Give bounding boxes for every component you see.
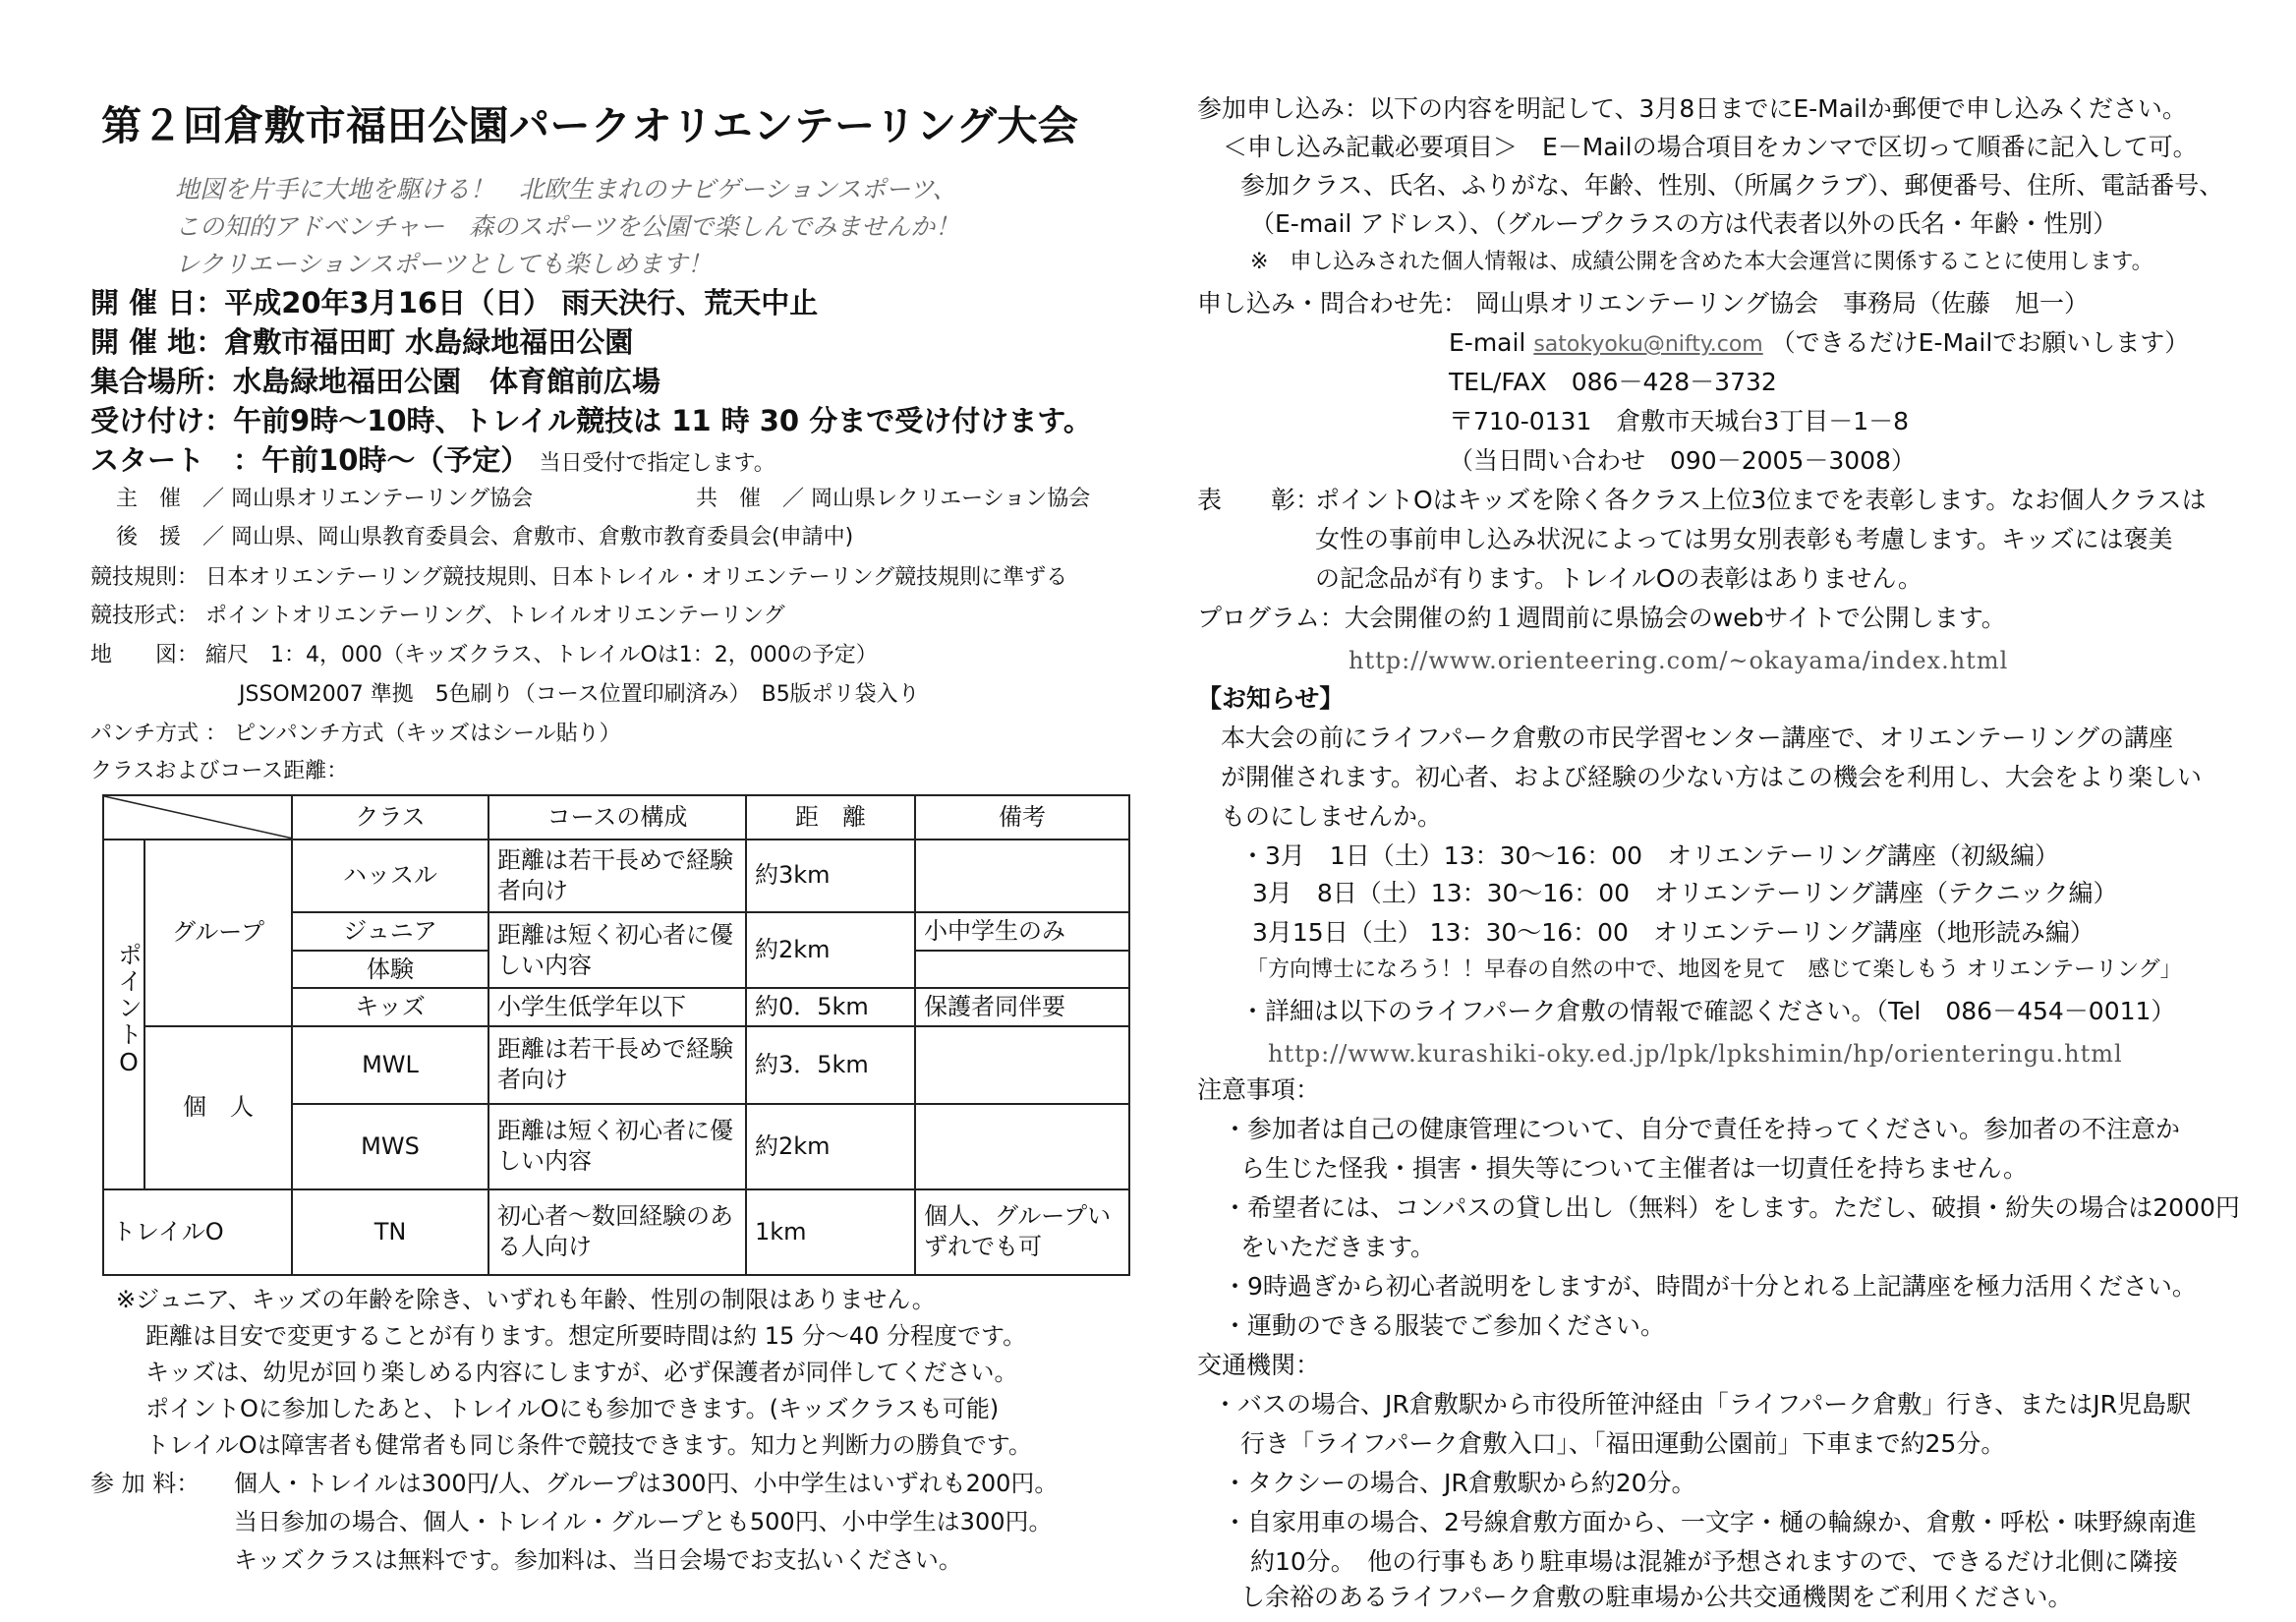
host-value: 岡山県オリエンテーリング協会 bbox=[231, 487, 534, 511]
map-row bbox=[90, 645, 878, 666]
course-cell: 距離は短く初心者に優しい内容 bbox=[488, 1104, 746, 1189]
rules-value: 日本オリエンテーリング競技規則、日本トレイル・オリエンテーリング競技規則に準ずる bbox=[205, 565, 1068, 590]
support-label: 後 援 ／ bbox=[116, 525, 225, 550]
distance-cell: 1km bbox=[746, 1189, 915, 1275]
class-cell: ジュニア bbox=[292, 912, 488, 950]
support-row bbox=[116, 527, 853, 549]
class-cell: キッズ bbox=[292, 988, 488, 1025]
cohost-label: 共 催 ／ bbox=[696, 487, 805, 511]
trail-o-cell: トレイルO bbox=[103, 1189, 292, 1275]
transport-heading: 交通機関： bbox=[1197, 1351, 1321, 1379]
point-o-cell bbox=[103, 840, 144, 1189]
note-cell: 保護者同伴要 bbox=[915, 988, 1129, 1025]
reception-row bbox=[90, 404, 1092, 437]
transport-line: ・自家用車の場合、2号線倉敷方面から、一文字・樋の輪線か、倉敷・呼松・味野線南進 bbox=[1223, 1508, 2197, 1536]
caution-line: ・参加者は自己の健康管理について、自分で責任を持ってください。参加者の不注意か bbox=[1223, 1115, 2181, 1143]
schedule-line: ・3月 1日（土）13：30～16：00 オリエンテーリング講座（初級編） bbox=[1240, 841, 2060, 870]
email-row bbox=[1449, 330, 2189, 356]
map-value-2: JSSOM2007 準拠 5色刷り（コース位置印刷済み） B5版ポリ袋入り bbox=[239, 682, 920, 707]
fee-label: 参 加 料： bbox=[90, 1470, 201, 1497]
diagonal-line bbox=[104, 796, 291, 839]
format-row bbox=[90, 606, 785, 627]
application-line: （E-mail アドレス）、（グループクラスの方は代表者以外の氏名・年齢・性別） bbox=[1250, 209, 2118, 238]
award-line: の記念品が有ります。トレイルOの表彰はありません。 bbox=[1315, 564, 1923, 593]
table-row bbox=[103, 840, 1129, 913]
notice-details: ・詳細は以下のライフパーク倉敷の情報で確認ください。（Tel 086－454－0011） bbox=[1240, 997, 2176, 1025]
venue-row bbox=[90, 325, 634, 359]
catchphrase-line: この知的アドベンチャー 森のスポーツを公園で楽しんでみませんか！ bbox=[175, 212, 960, 241]
note-cell bbox=[915, 1026, 1129, 1104]
distance-cell: 約2km bbox=[746, 1104, 915, 1189]
fee-line: キッズクラスは無料です。参加料は、当日会場でお支払いください。 bbox=[234, 1546, 962, 1574]
transport-line: ・バスの場合、JR倉敷駅から市役所笹沖経由「ライフパーク倉敷」行き、またはJR児島駅 bbox=[1213, 1390, 2191, 1419]
lifepark-url[interactable]: http://www.kurashiki-oky.ed.jp/lpk/lpkshimin/hp/orienteringu.html bbox=[1268, 1040, 2123, 1068]
individual-cell: 個 人 bbox=[144, 1026, 292, 1189]
venue-label: 開 催 地： bbox=[90, 325, 225, 359]
notice-line: 本大会の前にライフパーク倉敷の市民学習センター講座で、オリエンテーリングの講座 bbox=[1221, 724, 2174, 752]
note-cell bbox=[915, 1104, 1129, 1189]
award-line: ポイントOはキッズを除く各クラス上位3位までを表彰します。なお個人クラスは bbox=[1315, 486, 2207, 514]
map-label: 地 図： bbox=[90, 643, 200, 667]
note-cell: 小中学生のみ bbox=[915, 912, 1129, 950]
notice-slogan: 「方向博士になろう！！早春の自然の中で、地図を見て 感じて楽しもう オリエンテーリング」 bbox=[1246, 957, 2182, 982]
program-line: プログラム：大会開催の約１週間前に県協会のwebサイトで公開します。 bbox=[1197, 604, 2006, 632]
class-cell: MWL bbox=[292, 1026, 488, 1104]
reception-value: 午前9時～10時、トレイル競技は 11 時 30 分まで受け付けます。 bbox=[233, 404, 1092, 437]
course-cell: 小学生低学年以下 bbox=[488, 988, 746, 1025]
start-value: 午前10時～（予定） bbox=[261, 443, 530, 477]
note-cell: 個人、グループいずれでも可 bbox=[915, 1189, 1129, 1275]
start-row bbox=[90, 443, 775, 477]
punch-row bbox=[90, 724, 621, 745]
table-header-row bbox=[103, 795, 1129, 840]
class-cell: ハッスル bbox=[292, 840, 488, 913]
start-label: スタート ： bbox=[90, 443, 262, 477]
header-distance: 距 離 bbox=[746, 795, 915, 840]
note-line: キッズは、幼児が回り楽しめる内容にしますが、必ず保護者が同伴してください。 bbox=[145, 1359, 1018, 1386]
caution-line: ・9時過ぎから初心者説明をしますが、時間が十分とれる上記講座を極力活用ください。 bbox=[1223, 1272, 2197, 1301]
note-cell bbox=[915, 840, 1129, 913]
table-row bbox=[103, 1189, 1129, 1275]
notice-line: ものにしませんか。 bbox=[1221, 802, 1443, 831]
host-row bbox=[116, 489, 533, 510]
meeting-label: 集合場所： bbox=[90, 365, 234, 398]
transport-line: 約10分。 他の行事もあり駐車場は混雑が予想されますので、できるだけ北側に隣接 bbox=[1250, 1547, 2178, 1576]
distance-cell: 約0．5km bbox=[746, 988, 915, 1025]
meeting-value: 水島緑地福田公園 体育館前広場 bbox=[233, 365, 661, 398]
schedule-line: 3月 8日（土）13：30～16：00 オリエンテーリング講座（テクニック編） bbox=[1252, 879, 2118, 907]
transport-line: 行き「ライフパーク倉敷入口」、「福田運動公園前」下車まで約25分。 bbox=[1240, 1429, 2006, 1458]
group-cell: グループ bbox=[144, 840, 292, 1026]
header-notes: 備考 bbox=[915, 795, 1129, 840]
course-cell: 距離は若干長めで経験者向け bbox=[488, 1026, 746, 1104]
distance-cell: 約3km bbox=[746, 840, 915, 913]
course-cell: 距離は若干長めで経験者向け bbox=[488, 840, 746, 913]
reception-label: 受け付け： bbox=[90, 404, 234, 437]
transport-line: し余裕のあるライフパーク倉敷の駐車場か公共交通機関をご利用ください。 bbox=[1240, 1583, 2073, 1611]
application-line: 参加申し込み：以下の内容を明記して、3月8日までにE-Mailか郵便で申し込みください。 bbox=[1197, 94, 2187, 123]
fee-line: 当日参加の場合、個人・トレイル・グループとも500円、小中学生は300円。 bbox=[234, 1508, 1053, 1535]
date-value: 平成20年3月16日（日） 雨天決行、荒天中止 bbox=[224, 286, 819, 319]
punch-label: パンチ方式 ： bbox=[90, 722, 227, 746]
distance-cell: 約2km bbox=[746, 912, 915, 988]
award-label: 表 彰： bbox=[1197, 486, 1321, 514]
date-row bbox=[90, 286, 819, 319]
note-line: トレイルOは障害者も健常者も同じ条件で競技できます。知力と判断力の勝負です。 bbox=[145, 1431, 1032, 1459]
sameday-phone: （当日問い合わせ 090－2005－3008） bbox=[1449, 446, 1916, 475]
note-line: ※ジュニア、キッズの年齢を除き、いずれも年齢、性別の制限はありません。 bbox=[116, 1286, 936, 1313]
contact-row bbox=[1197, 291, 2089, 316]
notice-line: が開催されます。初心者、および経験の少ない方はこの機会を利用し、大会をより楽しい bbox=[1221, 763, 2203, 791]
punch-value: ピンパンチ方式（キッズはシール貼り） bbox=[234, 722, 621, 746]
application-line: ＜申し込み記載必要項目＞ E－Mailの場合項目をカンマで区切って順番に記入して可。 bbox=[1223, 133, 2198, 161]
distance-cell: 約3．5km bbox=[746, 1026, 915, 1104]
course-cell: 初心者～数回経験のある人向け bbox=[488, 1189, 746, 1275]
table-row bbox=[103, 1026, 1129, 1104]
rules-label: 競技規則： bbox=[90, 565, 200, 590]
contact-org: 岡山県オリエンテーリング協会 事務局（佐藤 旭一） bbox=[1474, 289, 2089, 318]
caution-line: をいただきます。 bbox=[1240, 1233, 1436, 1261]
format-label: 競技形式： bbox=[90, 604, 200, 628]
meeting-row bbox=[90, 365, 661, 398]
program-url[interactable]: http://www.orienteering.com/~okayama/index.html bbox=[1349, 647, 2009, 674]
date-label: 開 催 日： bbox=[90, 286, 225, 319]
format-value: ポイントオリエンテーリング、トレイルオリエンテーリング bbox=[205, 604, 785, 628]
contact-label: 申し込み・問合わせ先： bbox=[1197, 289, 1468, 318]
header-class: クラス bbox=[292, 795, 488, 840]
venue-value: 倉敷市福田町 水島緑地福田公園 bbox=[224, 325, 634, 359]
address: 〒710-0131 倉敷市天城台3丁目－1－8 bbox=[1449, 407, 1910, 435]
caution-line: ら生じた怪我・損害・損失等について主催者は一切責任を持ちません。 bbox=[1240, 1154, 2029, 1183]
class-cell: 体験 bbox=[292, 951, 488, 988]
support-value: 岡山県、岡山県教育委員会、倉敷市、倉敷市教育委員会(申請中) bbox=[231, 525, 854, 550]
course-cell: 距離は短く初心者に優しい内容 bbox=[488, 912, 746, 988]
application-line: 参加クラス、氏名、ふりがな、年齢、性別、（所属クラブ）、郵便番号、住所、電話番号、 bbox=[1240, 171, 2224, 200]
header-course: コースの構成 bbox=[488, 795, 746, 840]
email-link[interactable]: satokyoku@nifty.com bbox=[1533, 332, 1763, 357]
note-line: ポイントOに参加したあと、トレイルOにも参加できます。(キッズクラスも可能) bbox=[145, 1395, 1000, 1422]
caution-line: ・運動のできる服装でご参加ください。 bbox=[1223, 1311, 1666, 1340]
rules-row bbox=[90, 567, 1067, 589]
map-value: 縮尺 1：4，000（キッズクラス、トレイルOは1：2，000の予定） bbox=[205, 643, 878, 667]
start-note: 当日受付で指定します。 bbox=[539, 451, 775, 476]
catchphrase-line: 地図を片手に大地を駆ける！ 北欧生まれのナビゲーションスポーツ、 bbox=[175, 175, 957, 203]
host-label: 主 催 ／ bbox=[116, 487, 225, 511]
page-title: 第２回倉敷市福田公園パークオリエンテーリング大会 bbox=[101, 102, 1079, 149]
tel-fax: TEL/FAX 086－428－3732 bbox=[1449, 368, 1777, 396]
fee-line: 個人・トレイルは300円/人、グループは300円、小中学生はいずれも200円。 bbox=[234, 1470, 1059, 1497]
classes-heading: クラスおよびコース距離： bbox=[90, 759, 349, 783]
course-table bbox=[102, 794, 1130, 1276]
notice-heading: 【お知らせ】 bbox=[1197, 684, 1345, 713]
note-cell bbox=[915, 951, 1129, 988]
point-o-label: ポイントO bbox=[114, 942, 144, 1079]
transport-line: ・タクシーの場合、JR倉敷駅から約20分。 bbox=[1223, 1469, 1696, 1497]
cautions-heading: 注意事項： bbox=[1197, 1075, 1321, 1104]
class-cell: TN bbox=[292, 1189, 488, 1275]
note-line: 距離は目安で変更することが有ります。想定所要時間は約 15 分～40 分程度です。 bbox=[145, 1322, 1027, 1350]
email-label: E-mail bbox=[1449, 328, 1526, 357]
class-cell: MWS bbox=[292, 1104, 488, 1189]
table-corner-cell bbox=[103, 795, 292, 840]
schedule-line: 3月15日（土） 13：30～16：00 オリエンテーリング講座（地形読み編） bbox=[1252, 918, 2095, 947]
caution-line: ・希望者には、コンパスの貸し出し（無料）をします。ただし、破損・紛失の場合は2000円 bbox=[1223, 1193, 2240, 1222]
award-line: 女性の事前申し込み状況によっては男女別表彰も考慮します。キッズには褒美 bbox=[1315, 525, 2173, 553]
cohost-value: 岡山県レクリエーション協会 bbox=[811, 487, 1091, 511]
cohost-row bbox=[696, 489, 1090, 510]
catchphrase-line: レクリエーションスポーツとしても楽しめます！ bbox=[175, 250, 713, 278]
application-privacy: ※ 申し込みされた個人情報は、成績公開を含めた本大会運営に関係することに使用します。 bbox=[1250, 250, 2153, 274]
email-note: （できるだけE-Mailでお願いします） bbox=[1770, 328, 2190, 357]
